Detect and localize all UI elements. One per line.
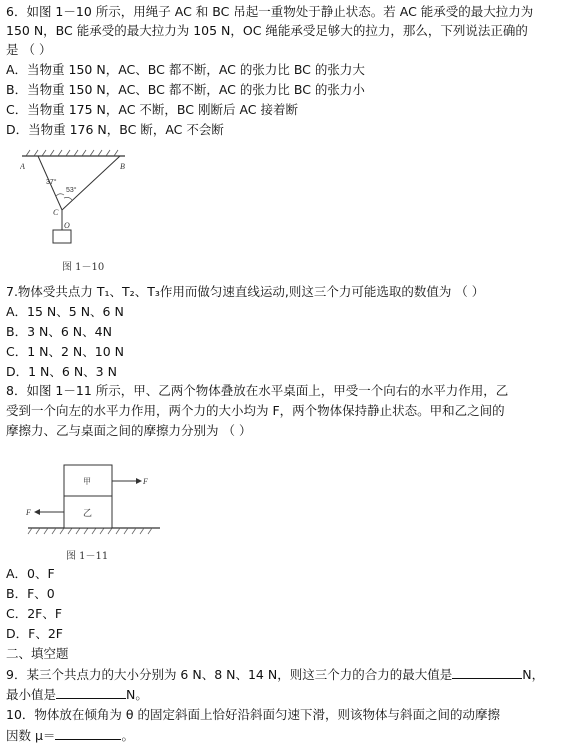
section-2-title: 二、填空题	[6, 646, 69, 661]
q8-option-a: A．0、F	[6, 566, 55, 581]
label-f-left: F	[26, 508, 31, 517]
figure-1-11-caption: 图 1－11	[66, 551, 109, 562]
q6-line-2: 150 N，BC 能承受的最大拉力为 105 N，OC 绳能承受足够大的拉力，那么，下列说法正确的	[6, 23, 528, 38]
q7-option-d: D．1 N、6 N、3 N	[6, 364, 117, 379]
label-c: C	[53, 208, 59, 217]
q9-text-a: 9．某三个共点力的大小分别为 6 N、8 N、14 N，则这三个力的合力的最大值是	[6, 667, 453, 682]
q7-option-b: B．3 N、6 N、4N	[6, 324, 112, 339]
q7-line-1: 7.物体受共点力 T₁、T₂、T₃作用而做匀速直线运动,则这三个力可能选取的数值为 （ ）	[6, 284, 485, 299]
q10-text-b: 。	[121, 728, 134, 743]
angle-label-53: 53°	[66, 187, 77, 194]
q8-line-1: 8．如图 1－11 所示，甲、乙两个物体叠放在水平桌面上，甲受一个向右的水平力作用，乙	[6, 383, 509, 398]
label-yi: 乙	[83, 509, 93, 519]
q10-line-2	[6, 727, 134, 744]
label-o: O	[64, 221, 70, 230]
force-arrowhead-right	[136, 478, 142, 484]
q6-option-c: C．当物重 175 N，AC 不断，BC 刚断后 AC 接着断	[6, 102, 298, 117]
q8-option-b: B．F、0	[6, 586, 55, 601]
label-f-right: F	[143, 477, 148, 486]
q9-text-d: N。	[126, 687, 148, 702]
q9-line-1	[6, 666, 544, 683]
q6-line-3: 是 （ ）	[6, 42, 52, 57]
q8-option-d: D．F、2F	[6, 626, 63, 641]
q6-option-b: B．当物重 150 N，AC、BC 都不断，AC 的张力比 BC 的张力小	[6, 82, 365, 97]
q9-line-2	[6, 686, 148, 703]
angle-label-37: 37°	[46, 179, 57, 186]
rope-bc	[62, 156, 120, 210]
q9-blank-min[interactable]	[56, 686, 126, 699]
figure-1-10-caption: 图 1－10	[62, 262, 105, 273]
q8-line-2: 受到一个向左的水平力作用，两个力的大小均为 F，两个物体保持静止状态。甲和乙之间的	[6, 403, 505, 418]
q10-text-a: 因数 μ＝	[6, 728, 56, 743]
q9-blank-max[interactable]	[452, 666, 522, 679]
q8-line-3: 摩擦力、乙与桌面之间的摩擦力分别为 （ ）	[6, 423, 252, 438]
force-arrowhead-left	[34, 509, 40, 515]
q9-text-c: 最小值是	[6, 687, 57, 702]
label-b: B	[120, 162, 125, 171]
figure-1-10	[20, 146, 130, 276]
label-jia: 甲	[83, 477, 91, 486]
table-hatching	[28, 528, 152, 534]
ceiling-hatching	[26, 150, 118, 156]
q7-option-c: C．1 N、2 N、10 N	[6, 344, 125, 359]
label-a: A	[20, 162, 25, 171]
figure-1-11	[22, 455, 162, 545]
watermark-1	[380, 60, 406, 97]
q10-blank-mu[interactable]	[55, 727, 121, 740]
q10-line-1: 10．物体放在倾角为 θ 的固定斜面上恰好沿斜面匀速下滑，则该物体与斜面之间的动摩擦	[6, 707, 501, 722]
weight-block	[53, 230, 71, 243]
q6-option-a: A．当物重 150 N，AC、BC 都不断，AC 的张力比 BC 的张力大	[6, 62, 365, 77]
q8-option-c: C．2F、F	[6, 606, 63, 621]
q7-option-a: A．15 N、5 N、6 N	[6, 304, 124, 319]
angle-arc-1	[56, 194, 64, 196]
q6-option-d: D．当物重 176 N，BC 断，AC 不会断	[6, 122, 224, 137]
q6-line-1: 6．如图 1－10 所示，用绳子 AC 和 BC 吊起一重物处于静止状态。若 AC 能承受的最大拉力为	[6, 4, 534, 19]
q9-text-b: N，	[522, 667, 545, 682]
angle-arc-2	[64, 197, 72, 200]
